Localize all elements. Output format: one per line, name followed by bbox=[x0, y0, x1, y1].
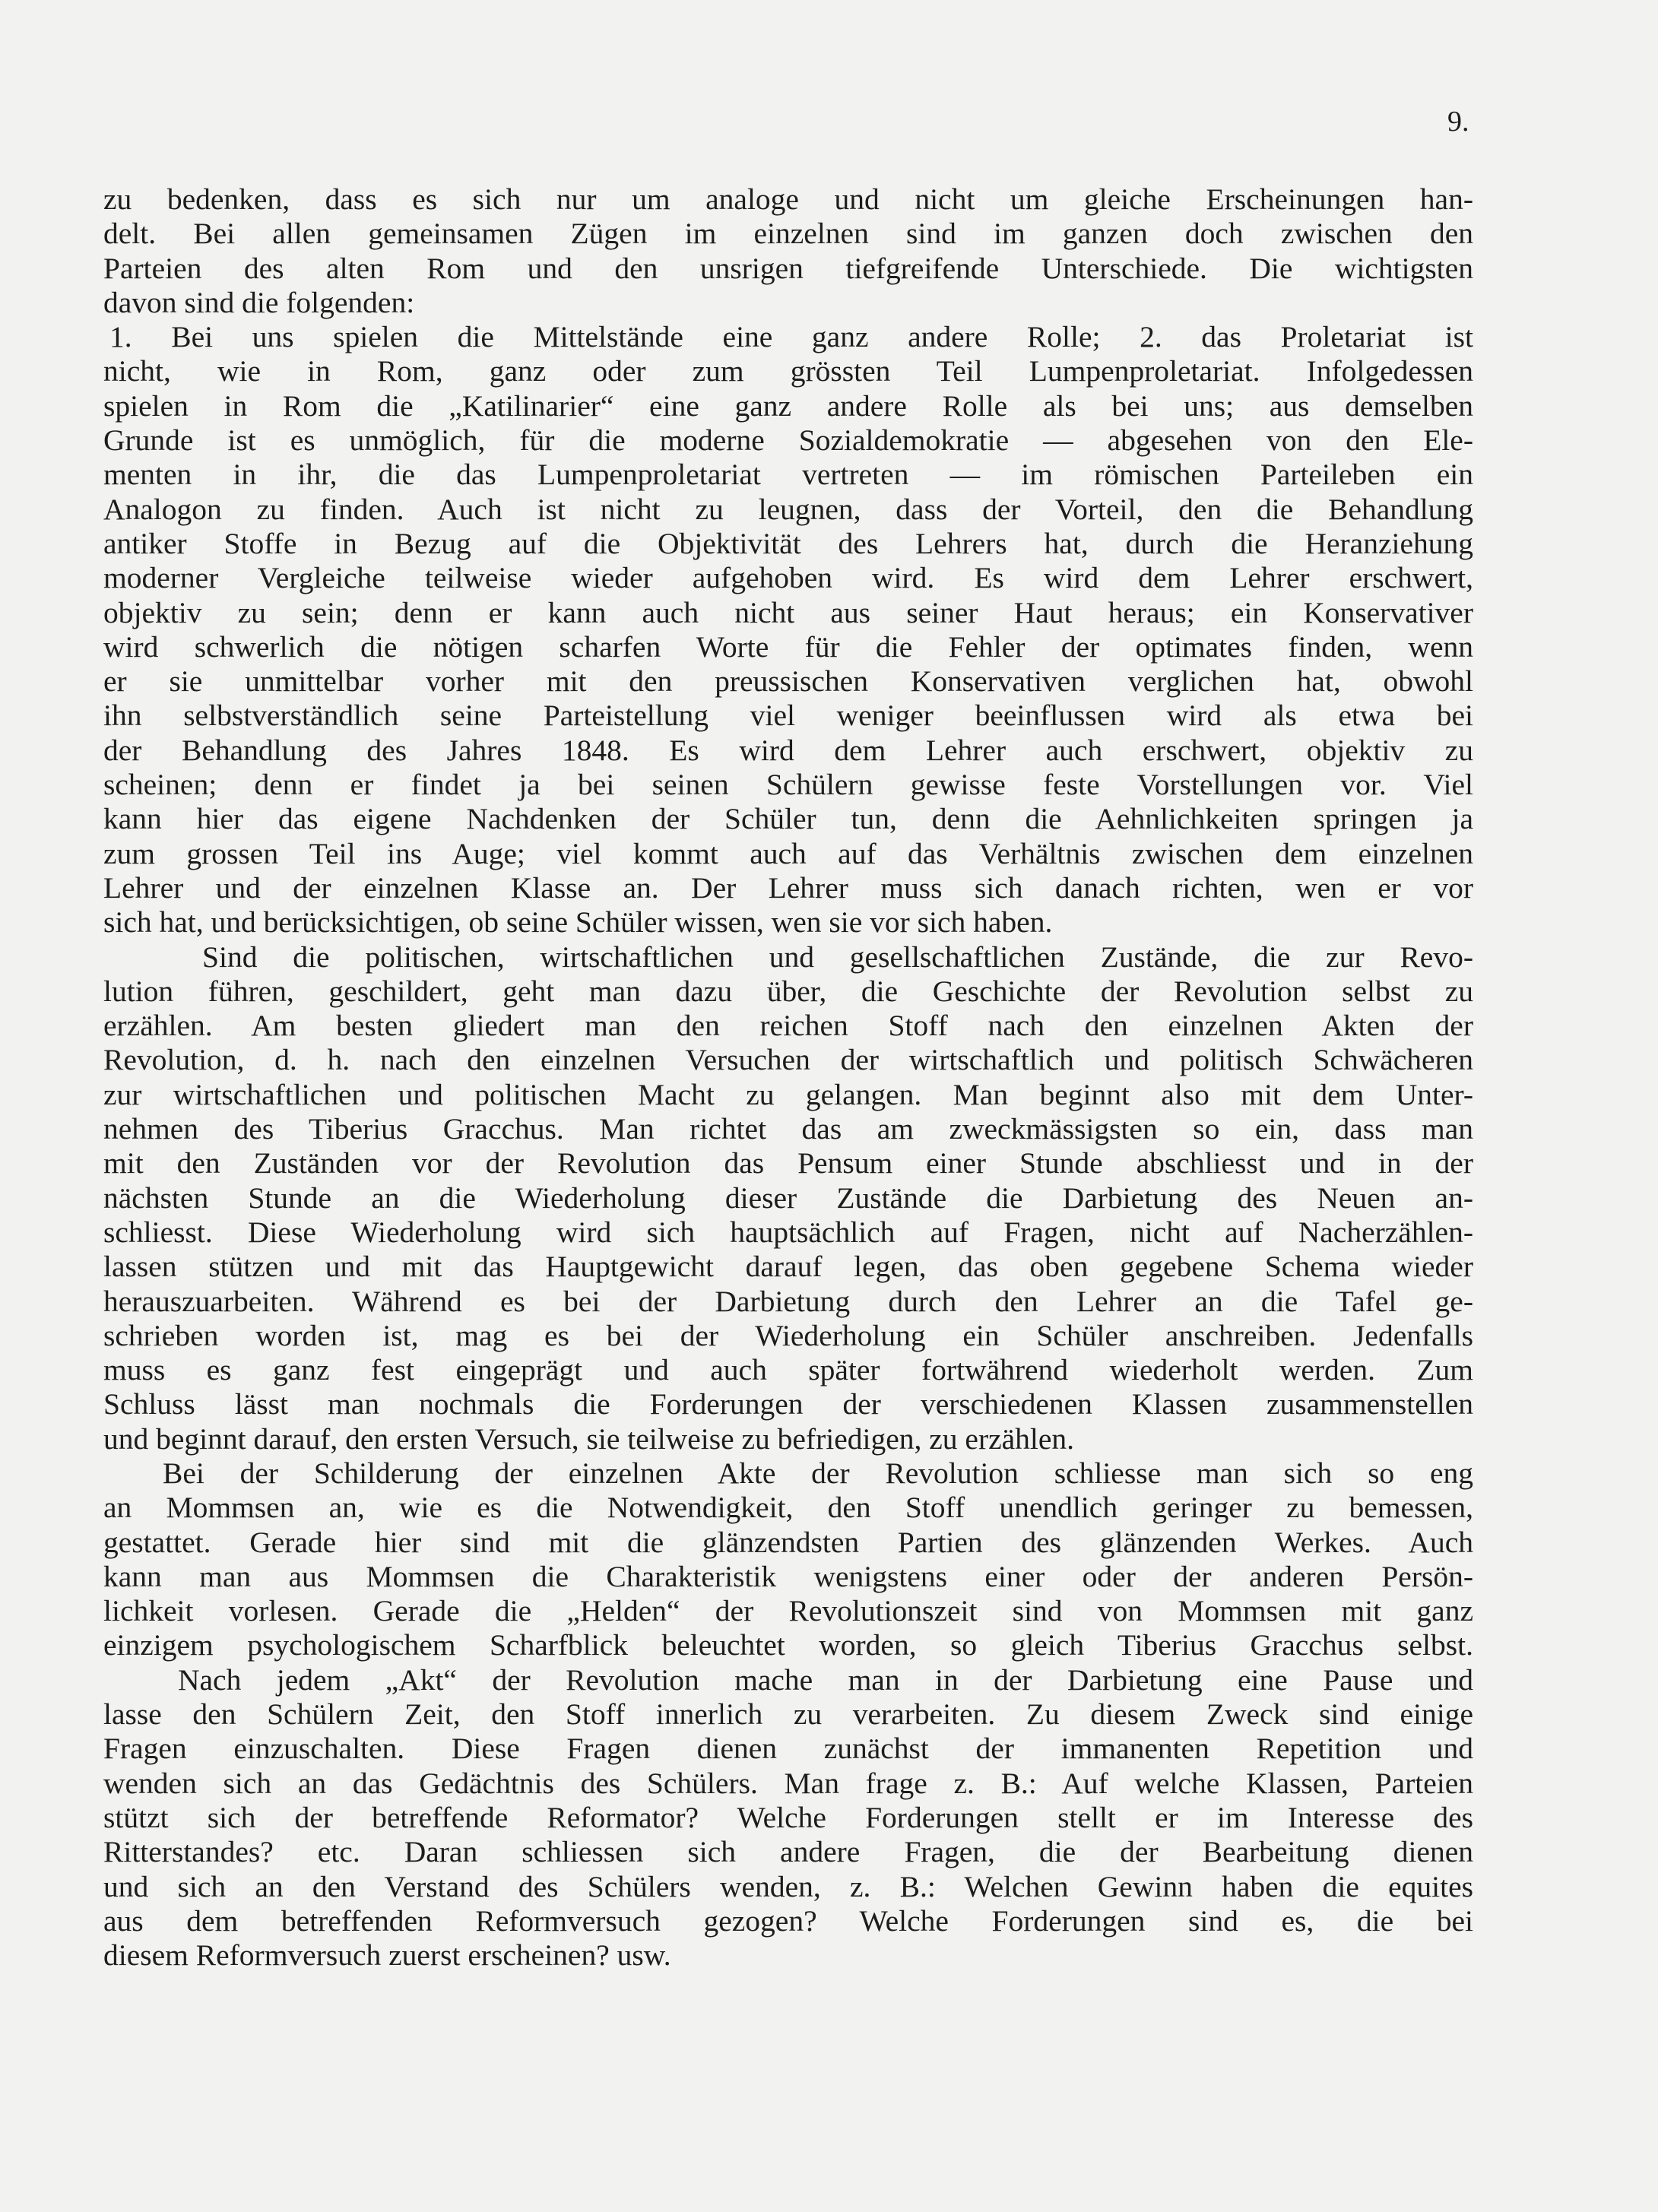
paragraph bbox=[103, 182, 1473, 320]
text-line: stützt sich der betreffende Reformator? Welche Forderungen stellt er im Interesse des bbox=[103, 1800, 1473, 1834]
text-line: mit den Zuständen vor der Revolution das Pensum einer Stunde abschliesst und in der bbox=[103, 1146, 1473, 1180]
text-line: wird schwerlich die nötigen scharfen Worte für die Fehler der optimates finden, wenn bbox=[103, 629, 1473, 664]
text-line: Fragen einzuschalten. Diese Fragen dienen zunächst der immanenten Repetition und bbox=[103, 1732, 1473, 1766]
paragraph bbox=[103, 320, 1473, 940]
text-line: Grunde ist es unmöglich, für die moderne Sozialdemokratie — abgesehen von den Ele- bbox=[103, 423, 1473, 458]
text-line: 1. Bei uns spielen die Mittelstände eine ganz andere Rolle; 2. das Proletariat ist bbox=[109, 320, 1473, 354]
text-line: Schluss lässt man nochmals die Forderungen der verschiedenen Klassen zusammenstellen bbox=[103, 1387, 1473, 1421]
text-line: delt. Bei allen gemeinsamen Zügen im einzelnen sind im ganzen doch zwischen den bbox=[103, 217, 1473, 251]
text-line: an Mommsen an, wie es die Notwendigkeit, den Stoff unendlich geringer zu bemessen, bbox=[103, 1491, 1473, 1525]
text-line: einzigem psychologischem Scharfblick beleuchtet worden, so gleich Tiberius Gracchus selbst. bbox=[103, 1628, 1473, 1662]
text-line: aus dem betreffenden Reformversuch gezogen? Welche Forderungen sind es, die bei bbox=[103, 1903, 1473, 1938]
text-line: Analogon zu finden. Auch ist nicht zu leugnen, dass der Vorteil, den die Behandlung bbox=[103, 492, 1473, 526]
text-line: schrieben worden ist, mag es bei der Wiederholung ein Schüler anschreiben. Jedenfalls bbox=[103, 1318, 1473, 1352]
text-line: Bei der Schilderung der einzelnen Akte der Revolution schliesse man sich so eng bbox=[163, 1456, 1473, 1490]
text-line: moderner Vergleiche teilweise wieder aufgehoben wird. Es wird dem Lehrer erschwert, bbox=[103, 561, 1473, 595]
text-line: menten in ihr, die das Lumpenproletariat vertreten — im römischen Parteileben ein bbox=[103, 458, 1473, 492]
text-line: nehmen des Tiberius Gracchus. Man richtet das am zweckmässigsten so ein, dass man bbox=[103, 1112, 1473, 1146]
body-text bbox=[103, 182, 1473, 1973]
text-line: Parteien des alten Rom und den unsrigen tiefgreifende Unterschiede. Die wichtigsten bbox=[103, 251, 1473, 285]
text-line: nicht, wie in Rom, ganz oder zum grössten Teil Lumpenproletariat. Infolgedessen bbox=[103, 354, 1473, 388]
text-line: und beginnt darauf, den ersten Versuch, sie teilweise zu befriedigen, zu erzählen. bbox=[103, 1421, 1075, 1456]
text-line: ihn selbstverständlich seine Parteistellung viel weniger beeinflussen wird als etwa bei bbox=[103, 699, 1473, 733]
text-line: objektiv zu sein; denn er kann auch nicht aus seiner Haut heraus; ein Konservativer bbox=[103, 595, 1473, 629]
text-line: schliesst. Diese Wiederholung wird sich hauptsächlich auf Fragen, nicht auf Nacherzählen- bbox=[103, 1215, 1473, 1249]
text-line: erzählen. Am besten gliedert man den reichen Stoff nach den einzelnen Akten der bbox=[103, 1009, 1473, 1043]
text-line: kann hier das eigene Nachdenken der Schüler tun, denn die Aehnlichkeiten springen ja bbox=[103, 802, 1473, 836]
text-line: Nach jedem „Akt“ der Revolution mache man in der Darbietung eine Pause und bbox=[178, 1662, 1473, 1697]
text-line: kann man aus Mommsen die Charakteristik wenigstens einer oder der anderen Persön- bbox=[103, 1559, 1473, 1593]
text-line: Revolution, d. h. nach den einzelnen Versuchen der wirtschaftlich und politisch Schwächeren bbox=[103, 1043, 1473, 1077]
paragraph bbox=[103, 1456, 1473, 1663]
text-line: zu bedenken, dass es sich nur um analoge und nicht um gleiche Erscheinungen han- bbox=[103, 182, 1473, 216]
text-line: davon sind die folgenden: bbox=[103, 285, 415, 319]
text-line: scheinen; denn er findet ja bei seinen Schülern gewisse feste Vorstellungen vor. Viel bbox=[103, 768, 1473, 802]
text-line: lasse den Schülern Zeit, den Stoff innerlich zu verarbeiten. Zu diesem Zweck sind einige bbox=[103, 1697, 1473, 1732]
text-line: diesem Reformversuch zuerst erscheinen? usw. bbox=[103, 1938, 671, 1973]
text-line: muss es ganz fest eingeprägt und auch später fortwährend wiederholt werden. Zum bbox=[103, 1353, 1473, 1387]
text-line: Ritterstandes? etc. Daran schliessen sich andere Fragen, die der Bearbeitung dienen bbox=[103, 1835, 1473, 1869]
text-line: der Behandlung des Jahres 1848. Es wird dem Lehrer auch erschwert, objektiv zu bbox=[103, 733, 1473, 767]
paragraph bbox=[103, 940, 1473, 1456]
text-line: lassen stützen und mit das Hauptgewicht darauf legen, das oben gegebene Schema wieder bbox=[103, 1250, 1473, 1284]
text-line: und sich an den Verstand des Schülers wenden, z. B.: Welchen Gewinn haben die equites bbox=[103, 1869, 1473, 1903]
text-line: zum grossen Teil ins Auge; viel kommt auch auf das Verhältnis zwischen dem einzelnen bbox=[103, 836, 1473, 870]
text-line: antiker Stoffe in Bezug auf die Objektivität des Lehrers hat, durch die Heranziehung bbox=[103, 526, 1473, 560]
paragraph bbox=[103, 1663, 1473, 1973]
text-line: sich hat, und berücksichtigen, ob seine Schüler wissen, wen sie vor sich haben. bbox=[103, 905, 1053, 940]
text-line: Sind die politischen, wirtschaftlichen und gesellschaftlichen Zustände, die zur Revo- bbox=[202, 940, 1473, 974]
text-line: lichkeit vorlesen. Gerade die „Helden“ der Revolutionszeit sind von Mommsen mit ganz bbox=[103, 1594, 1473, 1628]
text-line: spielen in Rom die „Katilinarier“ eine ganz andere Rolle als bei uns; aus demselben bbox=[103, 388, 1473, 423]
page-number: 9. bbox=[1447, 106, 1469, 138]
text-line: nächsten Stunde an die Wiederholung dieser Zustände die Darbietung des Neuen an- bbox=[103, 1180, 1473, 1215]
text-line: zur wirtschaftlichen und politischen Macht zu gelangen. Man beginnt also mit dem Unter- bbox=[103, 1077, 1473, 1111]
text-line: er sie unmittelbar vorher mit den preussischen Konservativen verglichen hat, obwohl bbox=[103, 664, 1473, 699]
text-line: gestattet. Gerade hier sind mit die glänzendsten Partien des glänzenden Werkes. Auch bbox=[103, 1525, 1473, 1559]
text-line: lution führen, geschildert, geht man dazu über, die Geschichte der Revolution selbst zu bbox=[103, 974, 1473, 1008]
text-line: herauszuarbeiten. Während es bei der Darbietung durch den Lehrer an die Tafel ge- bbox=[103, 1284, 1473, 1318]
text-line: wenden sich an das Gedächtnis des Schülers. Man frage z. B.: Auf welche Klassen, Parteien bbox=[103, 1766, 1473, 1800]
text-line: Lehrer und der einzelnen Klasse an. Der Lehrer muss sich danach richten, wen er vor bbox=[103, 870, 1473, 905]
